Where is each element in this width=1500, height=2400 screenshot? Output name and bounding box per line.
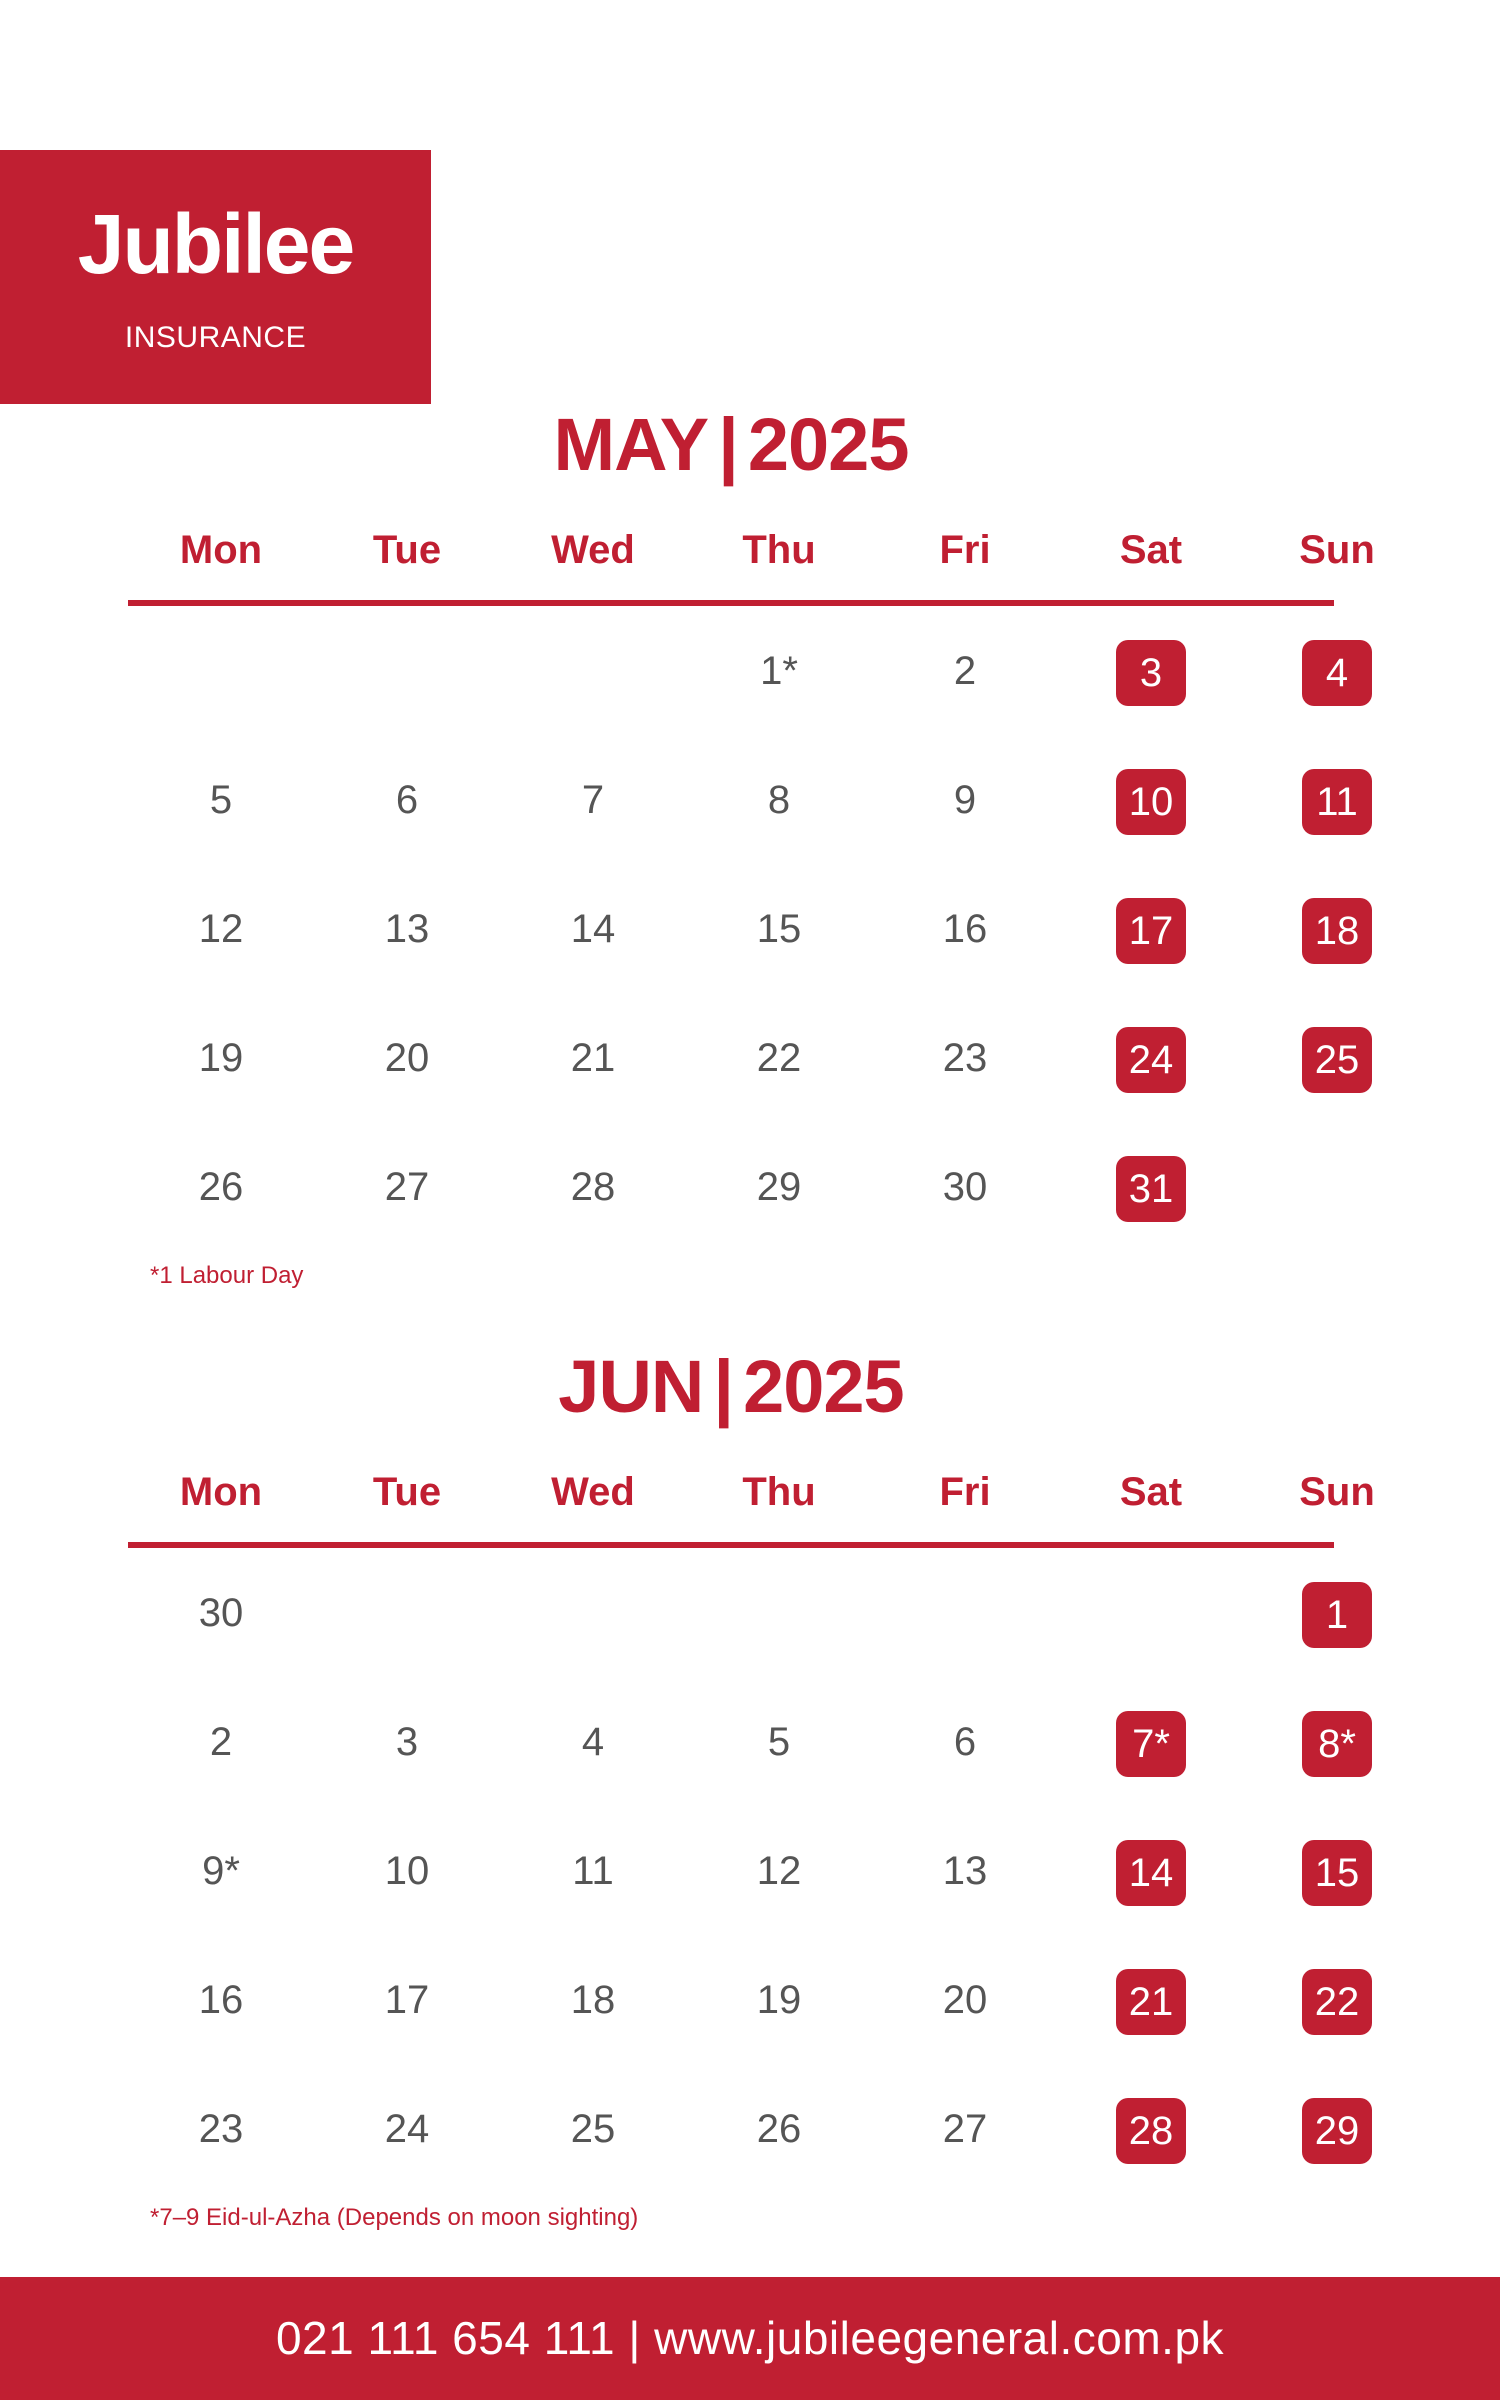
weekend-day-cell (1244, 1023, 1430, 1093)
day-cell (314, 1836, 500, 1906)
weekday-sat: Sat (1119, 528, 1183, 572)
month-title (128, 1345, 1334, 1428)
day-number: 6 (395, 778, 419, 822)
day-number: 8 (767, 778, 791, 822)
weekend-day-cell (1058, 1707, 1244, 1777)
weekend-day-cell (1244, 765, 1430, 835)
day-number: 2 (953, 649, 977, 693)
day-number: 9* (202, 1849, 240, 1893)
day-cell (128, 1965, 314, 2035)
day-cell (872, 1707, 1058, 1777)
weekday-sun: Sun (1299, 528, 1375, 572)
day-number: 14 (570, 907, 616, 951)
day-cell (314, 1023, 500, 1093)
weekday-wed: Wed (551, 1470, 635, 1514)
day-number: 1* (760, 649, 798, 693)
day-cell (872, 1836, 1058, 1906)
month-title (128, 403, 1334, 486)
weekday-wed: Wed (551, 528, 635, 572)
day-number: 9 (953, 778, 977, 822)
weekend-day-cell (1058, 894, 1244, 964)
day-number: 13 (384, 907, 430, 951)
day-number: 18 (570, 1978, 616, 2022)
day-cell (872, 894, 1058, 964)
header-divider (128, 1542, 1334, 1548)
weekend-day-cell (1244, 636, 1430, 706)
day-number: 24 (384, 2107, 430, 2151)
day-cell (314, 2094, 500, 2164)
day-number: 11 (1302, 769, 1372, 835)
day-cell (500, 1023, 686, 1093)
day-number: 24 (1116, 1027, 1186, 1093)
day-number: 27 (942, 2107, 988, 2151)
day-cell (500, 765, 686, 835)
day-cell (686, 894, 872, 964)
day-number: 20 (942, 1978, 988, 2022)
day-number: 18 (1302, 898, 1372, 964)
day-number: 31 (1116, 1156, 1186, 1222)
day-cell (872, 2094, 1058, 2164)
month-year: 2025 (747, 403, 909, 486)
day-number: 19 (198, 1036, 244, 1080)
title-separator: | (718, 403, 738, 486)
day-number: 15 (756, 907, 802, 951)
brand-logo (0, 150, 431, 404)
day-cell (128, 2094, 314, 2164)
weekday-sun: Sun (1299, 1470, 1375, 1514)
day-number: 21 (1116, 1969, 1186, 2035)
weekday-fri: Fri (939, 528, 991, 572)
weekday-thu: Thu (742, 528, 816, 572)
brand-subtitle: INSURANCE (124, 321, 307, 354)
weekend-day-cell (1244, 2094, 1430, 2164)
day-cell (128, 1836, 314, 1906)
day-number: 17 (1116, 898, 1186, 964)
day-cell (500, 894, 686, 964)
day-cell (500, 2094, 686, 2164)
day-number: 23 (198, 2107, 244, 2151)
day-number: 3 (395, 1720, 419, 1764)
day-number: 30 (942, 1165, 988, 1209)
day-number: 1 (1302, 1582, 1372, 1648)
day-number: 29 (1302, 2098, 1372, 2164)
day-number: 17 (384, 1978, 430, 2022)
day-cell (314, 765, 500, 835)
day-number: 16 (942, 907, 988, 951)
day-cell (686, 636, 872, 706)
weekend-day-cell (1058, 765, 1244, 835)
day-number: 20 (384, 1036, 430, 1080)
day-number: 21 (570, 1036, 616, 1080)
day-number: 22 (1302, 1969, 1372, 2035)
brand-wordmark: Jubilee (77, 197, 354, 291)
weekend-day-cell (1244, 1836, 1430, 1906)
weekday-tue: Tue (372, 1470, 442, 1514)
weekend-day-cell (1058, 1965, 1244, 2035)
day-number: 30 (198, 1591, 244, 1635)
day-cell (128, 1023, 314, 1093)
day-number: 25 (1302, 1027, 1372, 1093)
day-number: 16 (198, 1978, 244, 2022)
day-number: 26 (198, 1165, 244, 1209)
day-number: 22 (756, 1036, 802, 1080)
day-number: 5 (767, 1720, 791, 1764)
day-number: 8* (1302, 1711, 1372, 1777)
day-cell (686, 1836, 872, 1906)
day-number: 12 (198, 907, 244, 951)
day-number: 28 (570, 1165, 616, 1209)
day-cell (872, 1152, 1058, 1222)
day-cell (314, 1152, 500, 1222)
weekend-day-cell (1058, 1152, 1244, 1222)
weekend-day-cell (1058, 2094, 1244, 2164)
title-separator: | (713, 1345, 734, 1428)
day-cell (128, 1152, 314, 1222)
day-number: 14 (1116, 1840, 1186, 1906)
day-cell (500, 1836, 686, 1906)
weekend-day-cell (1244, 1965, 1430, 2035)
day-number: 10 (384, 1849, 430, 1893)
day-cell (314, 894, 500, 964)
contact-footer: 021 111 654 111 | www.jubileegeneral.com.pk (0, 2277, 1500, 2400)
day-number: 11 (572, 1849, 614, 1893)
day-cell (500, 1965, 686, 2035)
day-number: 3 (1116, 640, 1186, 706)
weekend-day-cell (1058, 1836, 1244, 1906)
day-cell (128, 894, 314, 964)
day-number: 15 (1302, 1840, 1372, 1906)
day-number: 25 (570, 2107, 616, 2151)
header-divider (128, 600, 1334, 606)
day-cell (128, 1578, 314, 1648)
day-number: 7 (581, 778, 605, 822)
holiday-note: *7–9 Eid-ul-Azha (Depends on moon sighting) (150, 2204, 639, 2231)
weekday-mon: Mon (179, 528, 263, 572)
day-number: 28 (1116, 2098, 1186, 2164)
day-number: 27 (384, 1165, 430, 1209)
weekday-header-row (128, 520, 1375, 580)
day-cell (872, 636, 1058, 706)
day-number: 26 (756, 2107, 802, 2151)
weekday-mon: Mon (179, 1470, 263, 1514)
weekend-day-cell (1244, 894, 1430, 964)
day-cell (686, 2094, 872, 2164)
weekday-tue: Tue (372, 528, 442, 572)
day-number: 7* (1116, 1711, 1186, 1777)
month-name: JUN (558, 1345, 704, 1428)
day-number: 4 (1302, 640, 1372, 706)
day-cell (686, 1965, 872, 2035)
weekend-day-cell (1058, 636, 1244, 706)
day-cell (128, 765, 314, 835)
day-number: 23 (942, 1036, 988, 1080)
day-cell (128, 1707, 314, 1777)
day-cell (872, 1965, 1058, 2035)
day-cell (314, 1707, 500, 1777)
day-cell (686, 1023, 872, 1093)
day-number: 2 (209, 1720, 233, 1764)
weekday-sat: Sat (1119, 1470, 1183, 1514)
day-cell (500, 1152, 686, 1222)
day-cell (500, 1707, 686, 1777)
weekday-thu: Thu (742, 1470, 816, 1514)
day-number: 12 (756, 1849, 802, 1893)
weekday-fri: Fri (939, 1470, 991, 1514)
day-number: 10 (1116, 769, 1186, 835)
day-cell (686, 1152, 872, 1222)
day-number: 13 (942, 1849, 988, 1893)
day-number: 5 (209, 778, 233, 822)
weekend-day-cell (1244, 1578, 1430, 1648)
day-number: 19 (756, 1978, 802, 2022)
holiday-note: *1 Labour Day (150, 1262, 304, 1289)
day-cell (872, 765, 1058, 835)
month-name: MAY (553, 403, 709, 486)
day-number: 29 (756, 1165, 802, 1209)
day-cell (314, 1965, 500, 2035)
day-cell (686, 765, 872, 835)
weekend-day-cell (1058, 1023, 1244, 1093)
day-cell (686, 1707, 872, 1777)
month-year: 2025 (743, 1345, 904, 1428)
day-number: 4 (581, 1720, 605, 1764)
day-number: 6 (953, 1720, 977, 1764)
day-cell (872, 1023, 1058, 1093)
weekend-day-cell (1244, 1707, 1430, 1777)
weekday-header-row (128, 1462, 1375, 1522)
